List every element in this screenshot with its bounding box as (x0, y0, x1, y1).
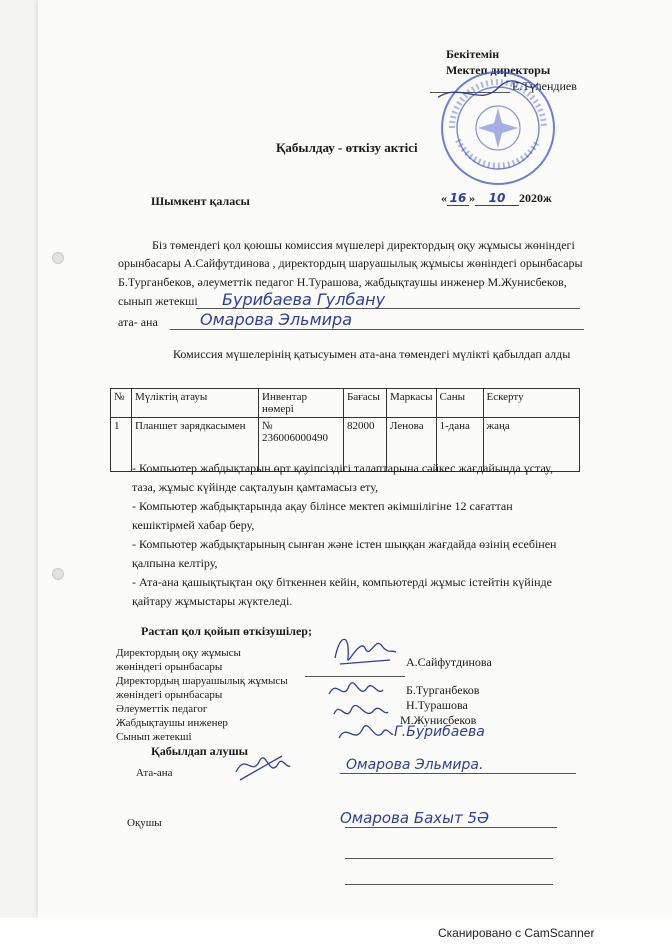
obligation-line: - Компьютер жабдықтарын өрт қауіпсіздігі талаптарына сәйкес жағдайында ұстау, (132, 461, 553, 475)
table-cell: жаңа (483, 418, 580, 472)
class-teacher-handwriting: Бурибаева Гулбану (222, 290, 386, 309)
approval-line-1: Бекітемін (446, 47, 500, 61)
obligation-line: кешіктірмей хабар беру, (132, 518, 255, 532)
signer-name-handwritten: Г.Бурибаева (394, 724, 485, 740)
punch-hole (52, 252, 64, 264)
date-day: 16 (447, 191, 469, 206)
signer-position: Сынып жетекші (116, 731, 192, 743)
approval-line-3: Е.Түлендиев (512, 79, 577, 93)
parent-handwriting: Омарова Эльмира (200, 310, 352, 329)
table-cell: 82000 (344, 418, 387, 472)
table-header-cell: Мүліктің атауы (132, 389, 259, 418)
signer-name: Б.Турганбеков (406, 683, 480, 697)
table-header-cell: Ескерту (483, 389, 580, 418)
signer-position: Жабдықтаушы инженер (116, 717, 228, 729)
table-header-cell: № (111, 389, 132, 418)
date-month: 10 (475, 191, 519, 206)
signature-zhunisbekov (335, 718, 395, 748)
confirm-heading: Растап қол қойып өткізушілер; (141, 624, 312, 638)
school-stamp (438, 68, 558, 188)
table-header-cell: Маркасы (387, 389, 437, 418)
punch-hole (52, 568, 64, 580)
table-header-row (111, 389, 580, 418)
date-close-quote: » (469, 191, 475, 205)
table-cell: № 236006000490 (259, 418, 344, 472)
approval-line-2: Мектеп директоры (446, 63, 551, 77)
signer-position: жөніндегі орынбасары (116, 689, 223, 701)
class-teacher-label: сынып жетекші (118, 294, 198, 308)
signer-position: жөніндегі орынбасары (116, 661, 223, 673)
obligation-line: қалпына келтіру, (132, 556, 218, 570)
table-cell: Планшет зарядкасымен (132, 418, 259, 472)
blank-line (345, 884, 553, 885)
obligation-line: таза, жұмыс күйінде сақталуын қамтамасыз ету, (132, 480, 379, 494)
receiver-parent-underline (340, 773, 576, 774)
signature-parent (232, 748, 292, 784)
date-year: 2020ж (519, 191, 552, 205)
signer-name: Н.Турашова (406, 698, 468, 712)
table-header-cell: Инвентар нөмері (259, 389, 344, 418)
intro-line-3: Б.Турганбеков, әлеуметтік педагог Н.Турашова, жабдықтаушы инженер М.Жунисбеков, (118, 275, 567, 289)
table-header-cell: Саны (436, 389, 483, 418)
signer-position: Әлеуметтік педагог (116, 703, 208, 715)
document-date (441, 191, 571, 206)
commission-line: Комиссия мүшелерінің қатысуымен ата-ана төмендегі мүлікті қабылдап алды (173, 347, 571, 361)
city-label: Шымкент қаласы (151, 194, 250, 208)
receivers-heading: Қабылдап алушы (151, 744, 248, 758)
signature-sayfutdinova (330, 628, 400, 672)
parent-underline (170, 329, 584, 330)
goods-table (110, 388, 580, 472)
blank-line (345, 858, 553, 859)
table-cell: 1 (111, 418, 132, 472)
parent-label: ата- ана (118, 315, 158, 329)
document-title: Қабылдау - өткізу актісі (276, 140, 418, 155)
receiver-parent-label: Ата-ана (136, 767, 173, 779)
student-underline (345, 827, 557, 828)
obligation-line: қайтару жұмыстары жүктеледі. (132, 594, 293, 608)
obligation-line: - Компьютер жабдықтарының сынған және істен шыққан жағдайда өзінің есебінен (132, 537, 557, 551)
intro-line-2: орынбасары А.Сайфутдинова , директордың шаруашылық жұмысы жөніндегі орынбасары (118, 256, 583, 270)
date-open-quote: « (441, 191, 447, 205)
signer-position: Директордың оқу жұмысы (116, 647, 241, 659)
obligation-line: - Ата-ана қашықтықтан оқу біткеннен кейін, компьютерді жұмыс істейтін күйінде (132, 575, 552, 589)
signer-position: Директордың шаруашылық жұмысы (116, 675, 288, 687)
receiver-parent-handwriting: Омарова Эльмира. (346, 757, 484, 773)
scanner-watermark: Сканировано с CamScanner (438, 926, 595, 940)
obligation-line: - Компьютер жабдықтарында ақау білінсе мектеп әкімшілігіне 12 сағаттан (132, 499, 513, 513)
signer-name: А.Сайфутдинова (406, 655, 492, 669)
table-header-cell: Бағасы (344, 389, 387, 418)
student-handwriting: Омарова Бахыт 5Ә (340, 809, 489, 827)
table-cell: 1-дана (436, 418, 483, 472)
signer-name: М.Жунисбеков (400, 713, 477, 727)
student-label: Оқушы (127, 817, 162, 829)
intro-line-1: Біз төмендегі қол қоюшы комиссия мүшелері директордың оқу жұмысы жөніндегі (152, 238, 575, 252)
table-cell: Ленова (387, 418, 437, 472)
